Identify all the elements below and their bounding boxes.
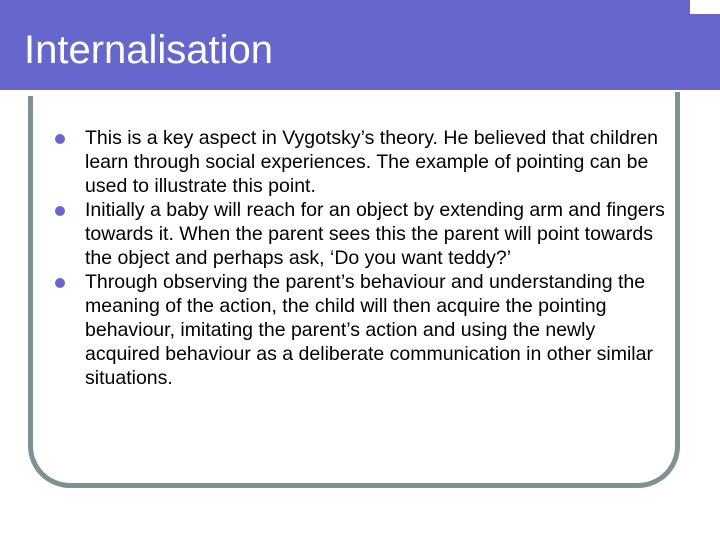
bullet-dot-icon bbox=[55, 206, 65, 216]
bullet-dot-icon bbox=[55, 134, 65, 144]
bullet-item bbox=[55, 270, 675, 390]
title-underline bbox=[20, 92, 636, 96]
bullet-item bbox=[55, 126, 675, 198]
bullet-text: This is a key aspect in Vygotsky’s theory. He believed that children learn through social experiences. The example of pointing can be used to illustrate this point. bbox=[85, 127, 659, 197]
bullet-dot-icon bbox=[55, 278, 65, 288]
bullet-list bbox=[55, 126, 675, 390]
bullet-item bbox=[55, 198, 675, 270]
title-bar-corner bbox=[690, 0, 720, 14]
bullet-text: Through observing the parent’s behaviour and understanding the meaning of the action, the child will then acquire the pointing behaviour, imitating the parent’s action and using the newly acquired behaviour as a deliberate communication in other similar situations. bbox=[85, 271, 653, 389]
slide-title: Internalisation bbox=[24, 28, 274, 72]
bullet-text: Initially a baby will reach for an object by extending arm and fingers towards it. When the parent sees this the parent will point towards the object and perhaps ask, ‘Do you want teddy?’ bbox=[85, 199, 665, 269]
